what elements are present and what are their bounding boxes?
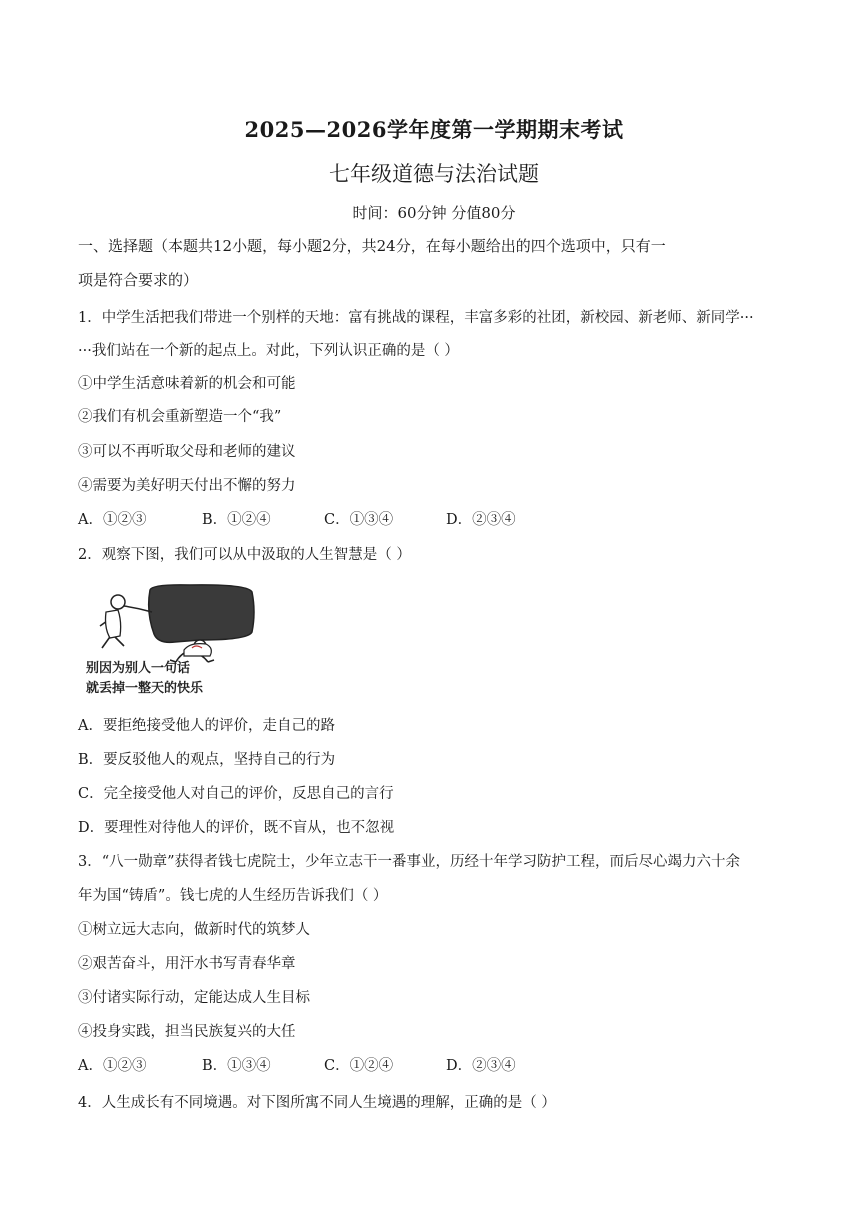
q2-option-b[interactable]: B．要反驳他人的观点，坚持自己的行为 [78, 752, 336, 768]
q3-stem-line1: 3．“八一勋章”获得者钱七虎院士，少年立志干一番事业，历经十年学习防护工程，而后尽心竭力六十余 [78, 854, 741, 870]
q2-option-a[interactable]: A．要拒绝接受他人的评价，走自己的路 [78, 718, 335, 734]
exam-title: 2025—2026学年度第一学期期末考试 [244, 117, 624, 142]
q1-stem-line2: ···我们站在一个新的起点上。对此，下列认识正确的是（ ） [78, 343, 459, 359]
q4-stem: 4．人生成长有不同境遇。对下图所寓不同人生境遇的理解，正确的是（ ） [78, 1095, 556, 1111]
q3-options [78, 1056, 516, 1076]
section-heading-line2: 项是符合要求的） [78, 271, 199, 289]
exam-meta: 时间：60分钟 分值80分 [352, 204, 516, 222]
q3-item: ②艰苦奋斗，用汗水书写青春华章 [78, 956, 296, 972]
q3-option-d[interactable]: D．②③④ [446, 1058, 516, 1074]
q2-stem: 2．观察下图，我们可以从中汲取的人生智慧是（ ） [78, 547, 411, 563]
section-heading-line1: 一、选择题（本题共12小题，每小题2分，共24分，在每小题给出的四个选项中，只有一 [78, 237, 666, 255]
q2-option-d[interactable]: D．要理性对待他人的评价，既不盲从，也不忽视 [78, 820, 395, 836]
cartoon-illustration [80, 582, 260, 700]
q1-options [78, 510, 516, 530]
q1-stem-line1: 1．中学生活把我们带进一个别样的天地：富有挑战的课程，丰富多彩的社团，新校园、新老师、新同学··· [78, 310, 754, 326]
exam-subtitle: 七年级道德与法治试题 [329, 162, 539, 186]
cartoon-caption-line1: 别因为别人一句话 [86, 661, 191, 676]
q1-option-c[interactable]: C．①③④ [324, 512, 394, 528]
q3-option-c[interactable]: C．①②④ [324, 1058, 394, 1074]
q1-item: ④需要为美好明天付出不懈的努力 [78, 478, 296, 494]
cartoon-figure [80, 582, 260, 700]
q1-item: ①中学生活意味着新的机会和可能 [78, 376, 296, 392]
q1-item: ③可以不再听取父母和老师的建议 [78, 444, 296, 460]
q3-item: ③付诸实际行动，定能达成人生目标 [78, 990, 310, 1006]
q2-option-c[interactable]: C．完全接受他人对自己的评价，反思自己的言行 [78, 786, 394, 802]
q3-stem-line2: 年为国“铸盾”。钱七虎的人生经历告诉我们（ ） [78, 888, 388, 904]
cartoon-caption-line2: 就丢掉一整天的快乐 [86, 681, 204, 696]
q3-item: ④投身实践，担当民族复兴的大任 [78, 1024, 296, 1040]
q1-option-a[interactable]: A．①②③ [78, 512, 147, 528]
q3-option-a[interactable]: A．①②③ [78, 1058, 147, 1074]
q1-item: ②我们有机会重新塑造一个“我” [78, 409, 282, 425]
q3-option-b[interactable]: B．①③④ [202, 1058, 271, 1074]
q1-option-d[interactable]: D．②③④ [446, 512, 516, 528]
q3-item: ①树立远大志向，做新时代的筑梦人 [78, 922, 310, 938]
q1-option-b[interactable]: B．①②④ [202, 512, 271, 528]
